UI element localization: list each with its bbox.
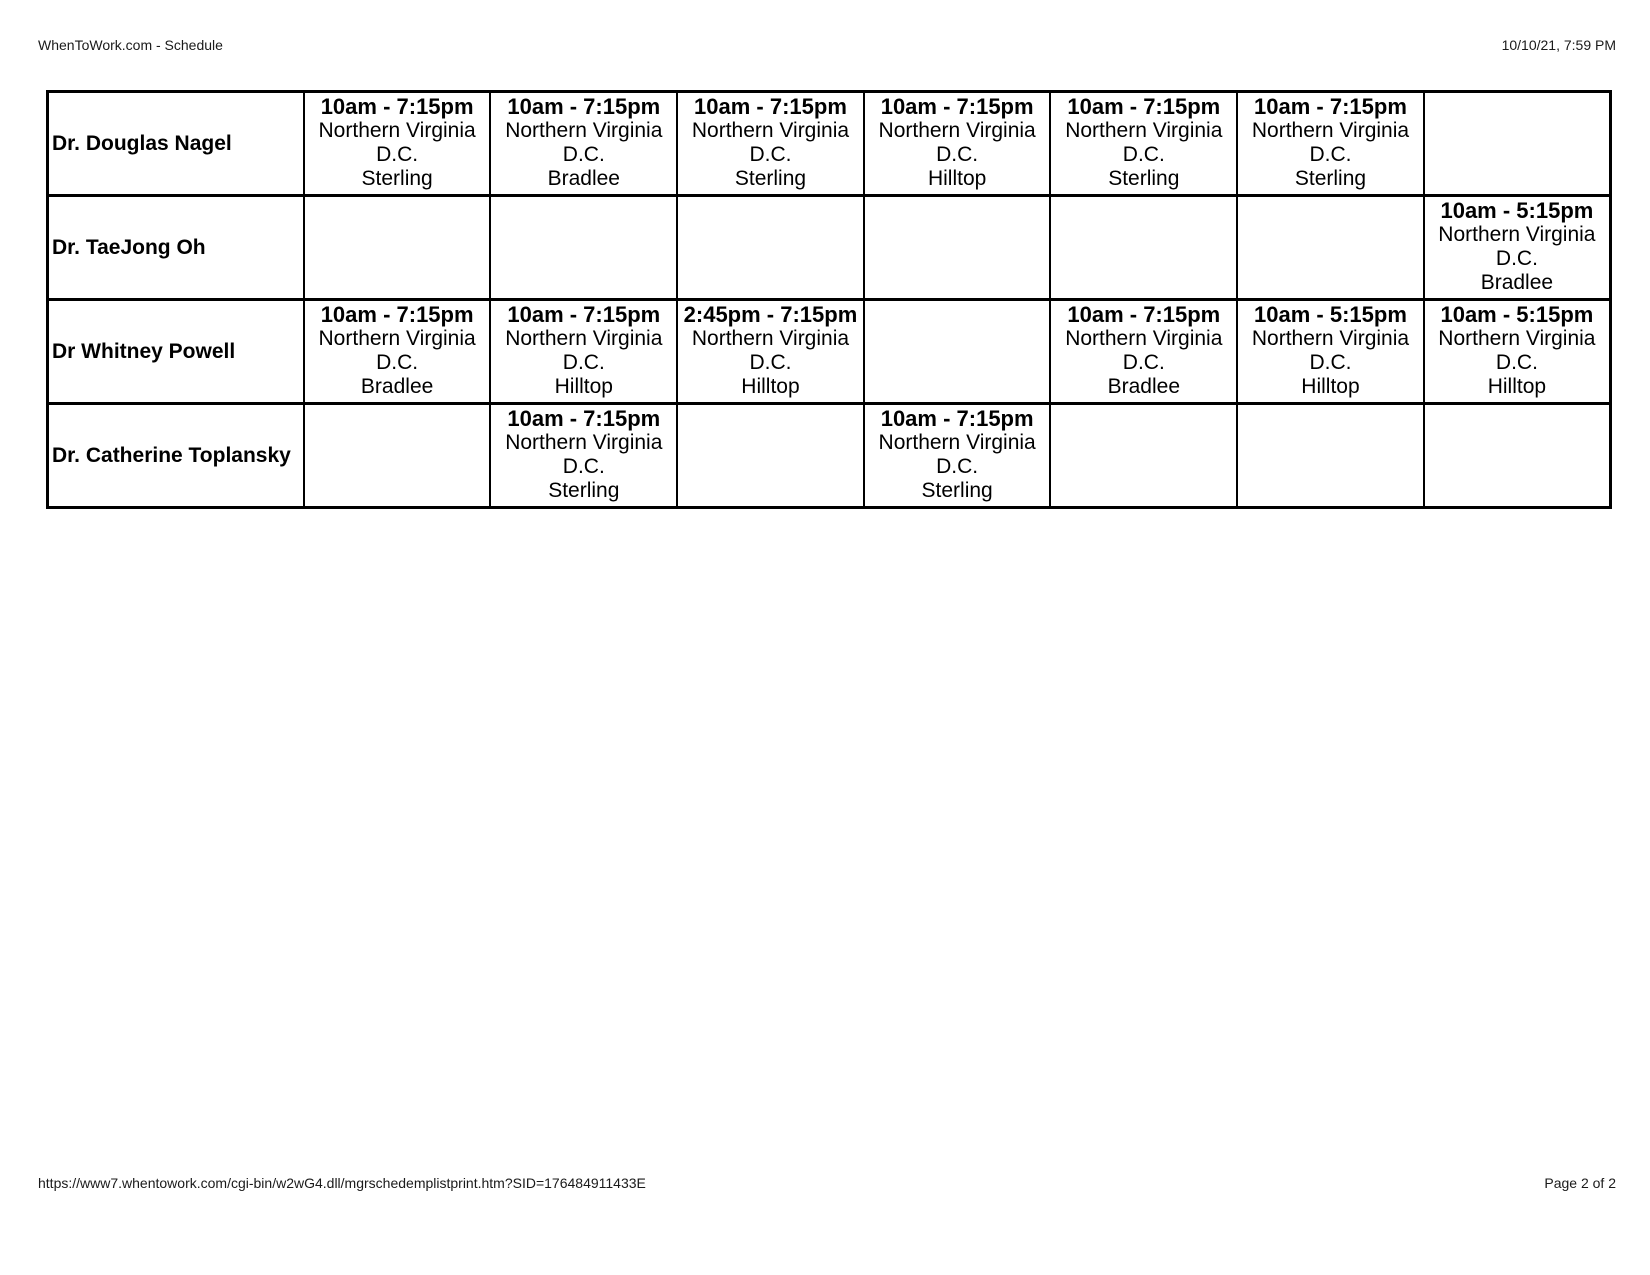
shift-location: Hilltop	[554, 375, 613, 398]
shift-cell	[864, 404, 1051, 508]
shift-cell	[490, 300, 677, 404]
shift-region: Northern Virginia	[691, 327, 850, 350]
shift-location: Hilltop	[741, 375, 800, 398]
shift-time: 10am - 5:15pm	[1440, 198, 1594, 223]
shift-cell	[490, 404, 677, 508]
shift-location: Sterling	[1294, 167, 1367, 190]
shift-cell	[1237, 92, 1424, 196]
shift-time: 10am - 7:15pm	[1067, 302, 1221, 327]
schedule-body	[48, 92, 1611, 508]
empty-shift-cell	[304, 196, 491, 300]
shift-area: D.C.	[936, 143, 979, 166]
shift-location: Sterling	[734, 167, 807, 190]
shift-location: Hilltop	[1301, 375, 1360, 398]
empty-shift-cell	[1237, 196, 1424, 300]
shift-cell	[304, 92, 491, 196]
shift-time: 10am - 7:15pm	[507, 302, 661, 327]
shift-region: Northern Virginia	[1438, 223, 1596, 246]
shift-location: Sterling	[548, 479, 620, 502]
empty-shift-cell	[1050, 404, 1237, 508]
shift-block	[491, 302, 676, 399]
empty-shift-cell	[677, 196, 864, 300]
shift-region: Northern Virginia	[505, 119, 663, 142]
shift-cell	[490, 92, 677, 196]
shift-region: Northern Virginia	[1065, 119, 1223, 142]
shift-area: D.C.	[1495, 351, 1538, 374]
shift-location: Hilltop	[1487, 375, 1547, 398]
shift-block	[678, 302, 863, 399]
shift-block	[305, 302, 490, 399]
shift-area: D.C.	[562, 455, 605, 478]
shift-block	[1238, 302, 1423, 399]
shift-time: 10am - 7:15pm	[507, 94, 661, 119]
shift-time: 10am - 7:15pm	[320, 94, 474, 119]
shift-area: D.C.	[749, 143, 792, 166]
page-header-datetime: 10/10/21, 7:59 PM	[1501, 37, 1616, 53]
shift-area: D.C.	[1122, 351, 1165, 374]
shift-cell	[864, 92, 1051, 196]
schedule-table	[46, 90, 1612, 509]
shift-region: Northern Virginia	[1438, 327, 1596, 350]
shift-block	[1051, 302, 1236, 399]
shift-location: Sterling	[1108, 167, 1180, 190]
employee-name: Dr. Catherine Toplansky	[48, 404, 304, 508]
shift-time: 10am - 7:15pm	[880, 406, 1034, 431]
shift-area: D.C.	[562, 143, 605, 166]
shift-block	[1051, 94, 1236, 191]
shift-block	[491, 406, 676, 503]
shift-location: Bradlee	[360, 375, 434, 398]
page-footer-page-number: Page 2 of 2	[1544, 1175, 1616, 1191]
empty-shift-cell	[864, 300, 1051, 404]
empty-shift-cell	[1424, 92, 1611, 196]
empty-shift-cell	[1050, 196, 1237, 300]
empty-shift-cell	[677, 404, 864, 508]
shift-area: D.C.	[376, 143, 419, 166]
shift-block	[1425, 198, 1609, 295]
page-footer-url: https://www7.whentowork.com/cgi-bin/w2wG4.dll/mgrschedemplistprint.htm?SID=176484911433E	[38, 1175, 646, 1191]
shift-area: D.C.	[936, 455, 979, 478]
shift-area: D.C.	[376, 351, 419, 374]
shift-block	[1238, 94, 1423, 191]
shift-location: Bradlee	[1480, 271, 1554, 294]
shift-block	[678, 94, 863, 191]
employee-name: Dr. TaeJong Oh	[48, 196, 304, 300]
shift-region: Northern Virginia	[505, 431, 663, 454]
empty-shift-cell	[304, 404, 491, 508]
shift-time: 10am - 7:15pm	[320, 302, 474, 327]
shift-time: 2:45pm - 7:15pm	[683, 302, 858, 327]
employee-name: Dr. Douglas Nagel	[48, 92, 304, 196]
shift-cell	[1424, 300, 1611, 404]
schedule-row	[48, 300, 1611, 404]
shift-block	[865, 94, 1050, 191]
shift-area: D.C.	[1309, 143, 1352, 166]
shift-region: Northern Virginia	[505, 327, 663, 350]
shift-cell	[1050, 300, 1237, 404]
schedule-row	[48, 92, 1611, 196]
employee-name: Dr Whitney Powell	[48, 300, 304, 404]
shift-cell	[1424, 196, 1611, 300]
shift-location: Bradlee	[547, 167, 620, 190]
shift-cell	[304, 300, 491, 404]
shift-time: 10am - 5:15pm	[1254, 302, 1407, 327]
shift-time: 10am - 7:15pm	[507, 406, 661, 431]
shift-area: D.C.	[562, 351, 605, 374]
shift-area: D.C.	[749, 351, 792, 374]
empty-shift-cell	[864, 196, 1051, 300]
shift-time: 10am - 7:15pm	[694, 94, 847, 119]
page-header-title: WhenToWork.com - Schedule	[38, 37, 223, 53]
shift-location: Bradlee	[1107, 375, 1180, 398]
empty-shift-cell	[1237, 404, 1424, 508]
shift-cell	[1050, 92, 1237, 196]
shift-block	[491, 94, 676, 191]
shift-region: Northern Virginia	[878, 431, 1036, 454]
shift-cell	[1237, 300, 1424, 404]
shift-region: Northern Virginia	[878, 119, 1036, 142]
shift-location: Sterling	[921, 479, 993, 502]
shift-region: Northern Virginia	[1251, 327, 1410, 350]
shift-area: D.C.	[1122, 143, 1165, 166]
shift-cell	[677, 300, 864, 404]
shift-region: Northern Virginia	[318, 327, 476, 350]
shift-location: Sterling	[361, 167, 433, 190]
schedule-row	[48, 196, 1611, 300]
shift-time: 10am - 7:15pm	[1254, 94, 1407, 119]
shift-area: D.C.	[1309, 351, 1352, 374]
empty-shift-cell	[1424, 404, 1611, 508]
shift-block	[305, 94, 490, 191]
shift-region: Northern Virginia	[1065, 327, 1223, 350]
schedule-row	[48, 404, 1611, 508]
shift-area: D.C.	[1495, 247, 1538, 270]
shift-time: 10am - 7:15pm	[1067, 94, 1221, 119]
shift-time: 10am - 7:15pm	[880, 94, 1034, 119]
shift-region: Northern Virginia	[691, 119, 850, 142]
shift-block	[1425, 302, 1609, 399]
shift-region: Northern Virginia	[1251, 119, 1410, 142]
empty-shift-cell	[490, 196, 677, 300]
shift-block	[865, 406, 1050, 503]
shift-time: 10am - 5:15pm	[1440, 302, 1594, 327]
shift-cell	[677, 92, 864, 196]
shift-location: Hilltop	[927, 167, 987, 190]
shift-region: Northern Virginia	[318, 119, 476, 142]
